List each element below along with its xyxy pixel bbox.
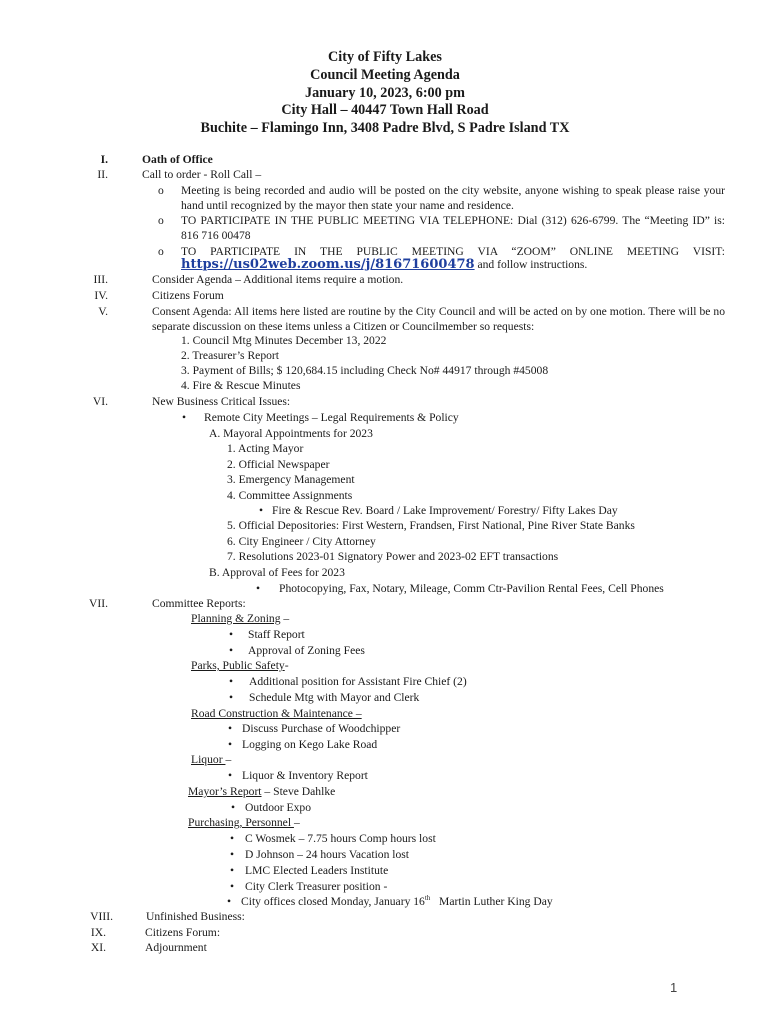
bullet-icon: •: [231, 801, 236, 814]
bullet-icon: •: [230, 848, 235, 861]
committee-assignments-detail: Fire & Rescue Rev. Board / Lake Improvement/ Forestry/ Fifty Lakes Day: [272, 504, 618, 517]
bullet-icon: •: [229, 644, 234, 657]
item-adjournment: Adjournment: [145, 941, 207, 954]
appointment-item: 3. Emergency Management: [227, 473, 355, 486]
doc-title-city: City of Fifty Lakes: [328, 49, 442, 65]
fees-detail: Photocopying, Fax, Notary, Mileage, Comm Ctr-Pavilion Rental Fees, Cell Phones: [279, 582, 664, 595]
item-consent-agenda: Consent Agenda: All items here listed are routine by the City Council and will be acted on by one motion. There will be no separate discussion on these items unless a Citizen or Councilmember so requests:: [152, 305, 725, 333]
planning-zoning-heading: Planning & Zoning –: [191, 612, 290, 625]
item-consider-agenda: Consider Agenda – Additional items require a motion.: [152, 273, 404, 286]
recording-notice: Meeting is being recorded and audio will be posted on the city website, anyone wishing to speak please raise your hand until recognized by the mayor then state your name and residence.: [181, 184, 725, 212]
bullet-icon: •: [259, 504, 264, 517]
doc-title-date: January 10, 2023, 6:00 pm: [304, 85, 465, 101]
report-item: Liquor & Inventory Report: [242, 769, 368, 782]
item-number-viii: VIII.: [90, 910, 113, 923]
sub-bullet-o: o: [158, 245, 164, 258]
appointment-item: 6. City Engineer / City Attorney: [227, 535, 376, 548]
report-item: D Johnson – 24 hours Vacation lost: [245, 848, 410, 861]
item-citizens-forum: Citizens Forum: [152, 289, 224, 302]
doc-title-location: City Hall – 40447 Town Hall Road: [281, 102, 489, 118]
consent-item: 4. Fire & Rescue Minutes: [181, 379, 301, 392]
item-new-business: New Business Critical Issues:: [152, 395, 291, 408]
liquor-heading: Liquor –: [191, 753, 232, 766]
purchasing-personnel-heading: Purchasing, Personnel –: [188, 816, 300, 829]
report-item: Additional position for Assistant Fire Chief (2): [249, 675, 467, 688]
appointment-item: 4. Committee Assignments: [227, 489, 353, 502]
report-item: Discuss Purchase of Woodchipper: [242, 722, 401, 735]
consent-item: 1. Council Mtg Minutes December 13, 2022: [181, 334, 387, 347]
doc-title-remote-location: Buchite – Flamingo Inn, 3408 Padre Blvd, S Padre Island TX: [200, 120, 570, 136]
telephone-participation: TO PARTICIPATE IN THE PUBLIC MEETING VIA TELEPHONE: Dial (312) 626-6799. The “Meeting ID” is: 816 716 00478: [181, 214, 725, 242]
item-number-vii: VII.: [89, 597, 108, 610]
item-committee-reports: Committee Reports:: [152, 597, 246, 610]
mayoral-appointments: A. Mayoral Appointments for 2023: [209, 427, 373, 440]
item-oath-of-office: Oath of Office: [142, 153, 213, 166]
bullet-icon: •: [256, 582, 261, 595]
doc-title-agenda: Council Meeting Agenda: [310, 67, 460, 83]
bullet-icon: •: [229, 691, 234, 704]
bullet-icon: •: [228, 769, 233, 782]
report-item: Logging on Kego Lake Road: [242, 738, 378, 751]
road-construction-heading: Road Construction & Maintenance –: [191, 707, 362, 720]
report-item: Staff Report: [248, 628, 305, 641]
report-item: Schedule Mtg with Mayor and Clerk: [249, 691, 420, 704]
item-citizens-forum-2: Citizens Forum:: [145, 926, 221, 939]
sub-bullet-o: o: [158, 184, 164, 197]
report-item: Outdoor Expo: [245, 801, 312, 814]
report-item: LMC Elected Leaders Institute: [245, 864, 389, 877]
appointment-item: 5. Official Depositories: First Western, Frandsen, First National, Pine River State Banks: [227, 519, 635, 532]
zoom-participation: TO PARTICIPATE IN THE PUBLIC MEETING VIA “ZOOM” ONLINE MEETING VISIT:: [181, 245, 725, 258]
bullet-icon: •: [230, 832, 235, 845]
page-number: 1: [670, 980, 678, 995]
mayors-report-heading: Mayor’s Report – Steve Dahlke: [188, 785, 336, 798]
item-number-iv: IV.: [94, 289, 108, 302]
bullet-icon: •: [228, 722, 233, 735]
item-call-to-order: Call to order - Roll Call –: [142, 168, 262, 181]
sub-bullet-o: o: [158, 214, 164, 227]
appointment-item: 1. Acting Mayor: [227, 442, 304, 455]
item-number-ix: IX.: [90, 926, 106, 939]
bullet-icon: •: [230, 864, 235, 877]
report-item: City Clerk Treasurer position -: [245, 880, 388, 893]
zoom-line: [181, 258, 587, 272]
bullet-icon: •: [229, 628, 234, 641]
item-number-vi: VI.: [92, 395, 108, 408]
parks-safety-heading: Parks, Public Safety-: [191, 659, 289, 672]
bullet-icon: •: [182, 411, 187, 424]
item-number-ii: II.: [97, 168, 108, 181]
consent-item: 2. Treasurer’s Report: [181, 349, 280, 362]
bullet-icon: •: [229, 675, 234, 688]
bullet-icon: •: [230, 880, 235, 893]
appointment-item: 7. Resolutions 2023-01 Signatory Power and 2023-02 EFT transactions: [227, 550, 559, 563]
appointment-item: 2. Official Newspaper: [227, 458, 330, 471]
fees-approval: B. Approval of Fees for 2023: [209, 566, 345, 579]
offices-closed-item: City offices closed Monday, January 16th Martin Luther King Day: [241, 894, 553, 908]
item-unfinished-business: Unfinished Business:: [146, 910, 245, 923]
report-item: Approval of Zoning Fees: [248, 644, 365, 657]
bullet-icon: •: [227, 895, 232, 908]
bullet-icon: •: [228, 738, 233, 751]
item-number-iii: III.: [93, 273, 108, 286]
zoom-instructions: and follow instructions.: [474, 258, 588, 271]
consent-item: 3. Payment of Bills; $ 120,684.15 including Check No# 44917 through #45008: [181, 364, 549, 377]
item-number-i: I.: [100, 153, 108, 166]
zoom-link[interactable]: https://us02web.zoom.us/j/81671600478: [181, 257, 475, 272]
report-item: C Wosmek – 7.75 hours Comp hours lost: [245, 832, 436, 845]
item-number-xi: XI.: [90, 941, 106, 954]
remote-meetings-item: Remote City Meetings – Legal Requirements & Policy: [204, 411, 459, 424]
item-number-v: V.: [98, 305, 108, 318]
